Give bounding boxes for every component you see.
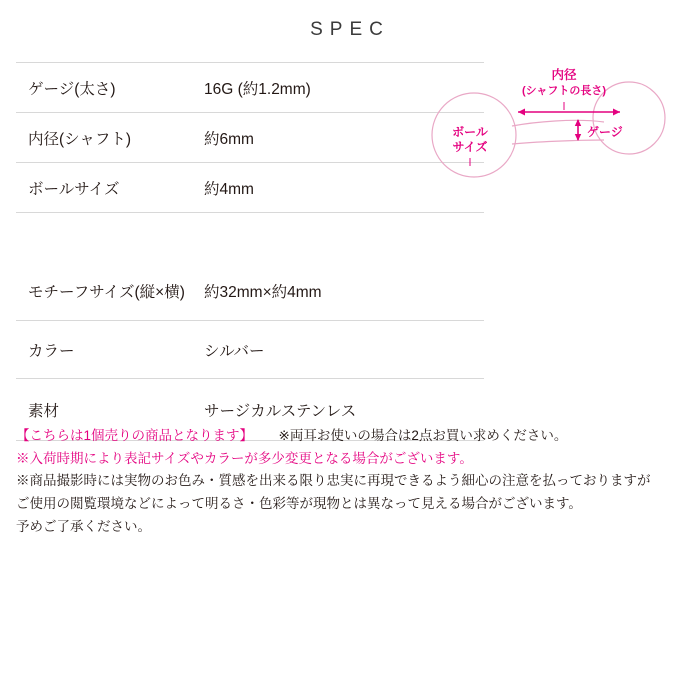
table-row [16,321,484,379]
ball-size-label: ボール [452,125,488,139]
note-both-ears: ※両耳お使いの場合は2点お買い求めください。 [278,428,568,443]
arrow-head-left [518,109,525,116]
inner-diameter-label: 内径 [551,68,577,82]
spec-label: ボールサイズ [16,163,196,213]
page-title: SPEC [310,19,390,40]
spec-label: モチーフサイズ(縦×横) [16,263,196,321]
table-spacer [16,213,484,263]
measurement-diagram [424,60,694,190]
spec-table [16,62,484,441]
ball-size-sublabel: サイズ [452,140,488,154]
spec-value: サージカルステンレス [196,379,484,441]
spec-value: シルバー [196,321,484,379]
note-line-4: ご使用の閲覧環境などによって明るさ・色彩等が現物とは異なって見える場合がございます。 [16,496,582,512]
spec-label: カラー [16,321,196,379]
table-row [16,113,484,163]
notes-block [16,425,686,538]
gauge-label: ゲージ [587,125,623,139]
note-line-2: ※入荷時期により表記サイズやカラーが多少変更となる場合がございます。 [16,450,473,466]
spec-value: 約32mm×約4mm [196,263,484,321]
note-single-item: 【こちらは1個売りの商品となります】 [16,428,254,443]
spec-label: ゲージ(太さ) [16,63,196,113]
inner-diameter-sublabel: (シャフトの長さ) [521,85,607,97]
note-line-3: ※商品撮影時には実物のお色み・質感を出来る限り忠実に再現できるよう細心の注意を払っておりますが [16,473,651,489]
spec-label: 素材 [16,379,196,441]
arrow-head-right [613,109,620,116]
table-row [16,63,484,113]
spec-value: 約6mm [196,113,484,163]
note-line-1 [16,425,686,448]
spec-label: 内径(シャフト) [16,113,196,163]
table-row [16,263,484,321]
spec-value: 約4mm [196,163,484,213]
spec-value: 16G (約1.2mm) [196,63,484,113]
note-line-5: 予めご了承ください。 [16,518,151,534]
table-row [16,163,484,213]
shaft-bottom-line [512,140,604,144]
